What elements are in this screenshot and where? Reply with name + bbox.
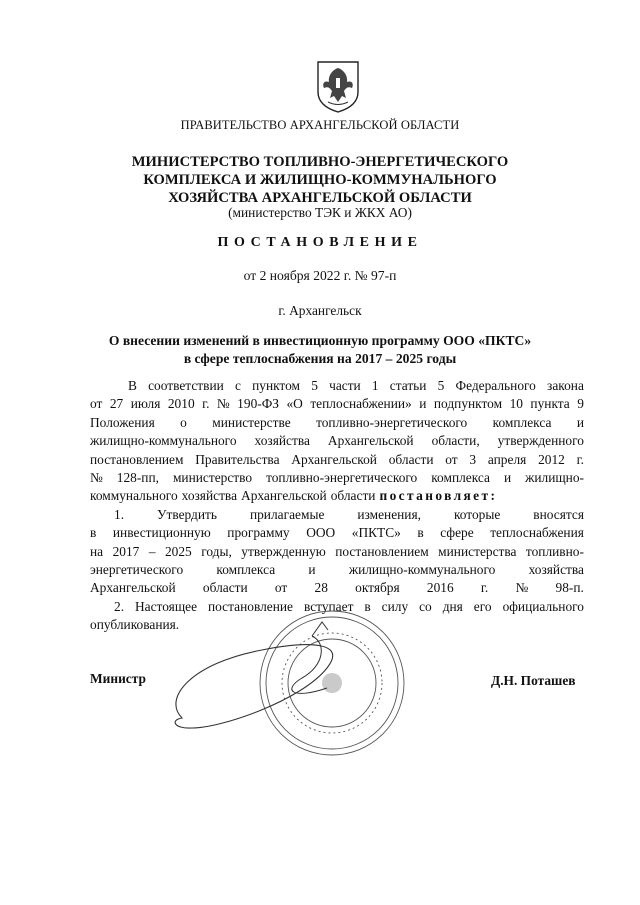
body-word: октября <box>355 580 400 596</box>
document-city: г. Архангельск <box>278 303 362 318</box>
body-word: годы, <box>201 543 232 559</box>
body-word: постановлением <box>335 543 429 559</box>
official-stamp-icon <box>152 608 412 758</box>
body-word: закона <box>547 378 584 393</box>
body-word: которые <box>453 506 501 522</box>
signature-position: Министр <box>90 671 146 686</box>
body-word: статьи <box>389 378 427 393</box>
body-word: 98-п. <box>555 580 584 596</box>
signature-name: Д.Н. Поташев <box>491 673 576 688</box>
body-word: инвестиционную <box>112 525 211 541</box>
body-line <box>90 414 584 432</box>
body-word: прилагаемые <box>249 506 325 522</box>
body-word: от <box>90 396 103 412</box>
body-word: области <box>388 451 434 467</box>
body-word: в <box>417 525 424 541</box>
body-word: министерство <box>172 469 253 485</box>
body-word: апреля <box>487 451 527 467</box>
body-word: Архангельской <box>90 580 176 596</box>
body-line <box>90 395 584 413</box>
body-line <box>90 579 584 597</box>
body-word: области <box>202 580 248 596</box>
body-word: г. <box>576 451 584 467</box>
body-word: комплекса <box>216 561 276 577</box>
body-word: вносятся <box>533 506 584 522</box>
body-word: с <box>234 378 241 393</box>
body-word: и <box>419 396 427 412</box>
ministry-line: КОМПЛЕКСА И ЖИЛИЩНО-КОММУНАЛЬНОГО <box>143 172 497 188</box>
body-word: от <box>274 580 288 596</box>
body-word: постановление <box>207 598 293 614</box>
body-word: ООО <box>306 525 336 541</box>
body-word: 2. <box>114 598 125 614</box>
body-line <box>90 469 584 487</box>
body-word: 5 <box>437 378 445 393</box>
body-word: подпунктом <box>433 396 503 412</box>
document-date-number: от 2 ноября 2022 г. № 97-п <box>243 268 397 283</box>
body-word: в <box>364 598 371 614</box>
body-word: официального <box>502 598 584 614</box>
body-word: хозяйства <box>254 433 310 449</box>
body-word: области <box>330 488 376 504</box>
body-word: «О <box>286 396 303 412</box>
body-word: июля <box>130 396 161 412</box>
body-word: топливно- <box>525 543 584 559</box>
body-word: теплоснабжении» <box>310 396 412 412</box>
body-word: и <box>576 414 584 430</box>
body-word: 2017 <box>112 543 140 559</box>
body-word: 10 <box>509 396 523 412</box>
body-word: Положения <box>90 414 155 430</box>
body-word: № <box>515 580 529 596</box>
body-word: Федерального <box>455 378 536 393</box>
ministry-name <box>0 153 640 207</box>
body-word: коммунального <box>90 488 178 504</box>
body-word: на <box>90 543 104 559</box>
body-word: и <box>503 469 512 485</box>
body-line <box>90 377 584 395</box>
body-line <box>90 506 584 524</box>
body-word: со <box>419 598 432 614</box>
subject-line: О внесении изменений в инвестиционную программу ООО «ПКТС» <box>108 333 532 348</box>
body-word: г. <box>480 580 489 596</box>
subject-line: в сфере теплоснабжения на 2017 – 2025 годы <box>183 351 457 366</box>
body-word: утвержденную <box>241 543 326 559</box>
body-word: 128-пп, <box>116 469 159 485</box>
body-word: Настоящее <box>135 598 198 614</box>
body-line <box>90 524 584 542</box>
body-word: 2010 <box>167 396 195 412</box>
ministry-line: МИНИСТЕРСТВО ТОПЛИВНО-ЭНЕРГЕТИЧЕСКОГО <box>131 154 509 170</box>
body-word: – <box>148 543 156 559</box>
body-word: сфере <box>440 525 474 541</box>
document-type: ПОСТАНОВЛЕНИЕ <box>217 235 423 250</box>
body-line <box>90 432 584 450</box>
body-word: утвержденного <box>497 433 584 449</box>
body-word: «ПКТС» <box>351 525 401 541</box>
body-word: его <box>473 598 492 614</box>
body-word: 28 <box>314 580 328 596</box>
body-word: жилищно-коммунального <box>90 433 237 449</box>
body-word: постановлением <box>90 451 184 467</box>
government-name: ПРАВИТЕЛЬСТВО АРХАНГЕЛЬСКОЙ ОБЛАСТИ <box>180 118 460 132</box>
body-word: части <box>329 378 361 393</box>
body-word: пунктом <box>252 378 301 393</box>
body-word: Правительства <box>195 451 280 467</box>
body-word: вступает <box>303 598 354 614</box>
document-subject <box>0 332 640 368</box>
body-word: и <box>308 561 316 577</box>
body-word: министерства <box>438 543 517 559</box>
body-word: министерстве <box>212 414 291 430</box>
body-word: постановляет: <box>379 488 498 504</box>
body-line <box>90 543 584 561</box>
body-word: от <box>445 451 458 467</box>
body-word: хозяйства <box>528 561 584 577</box>
body-word: хозяйства <box>181 488 238 504</box>
body-word: дня <box>442 598 463 614</box>
body-word: 3 <box>469 451 477 467</box>
body-word: комплекса <box>492 414 552 430</box>
ministry-abbreviation: (министерство ТЭК и ЖКХ АО) <box>228 205 412 220</box>
body-word: 1. <box>114 506 125 522</box>
body-word: в <box>90 525 97 541</box>
body-line <box>90 451 584 469</box>
body-word: г. <box>202 396 210 412</box>
body-word: жилищно- <box>525 469 584 485</box>
body-word: Утвердить <box>157 506 217 522</box>
body-word: Архангельской <box>291 451 377 467</box>
body-word: программу <box>227 525 290 541</box>
body-word: Архангельской <box>327 433 414 449</box>
body-word: 190-ФЗ <box>237 396 280 412</box>
body-word: Архангельской <box>241 488 327 504</box>
body-word: топливно-энергетического <box>316 414 468 430</box>
body-word: соответствии <box>148 378 224 393</box>
body-word: 2012 <box>538 451 565 467</box>
body-word: 1 <box>371 378 379 393</box>
body-word: пункта <box>530 396 570 412</box>
body-word: жилищно-коммунального <box>348 561 496 577</box>
body-line <box>90 487 584 505</box>
body-word: энергетического <box>90 561 184 577</box>
body-word: В <box>128 378 137 393</box>
document-body <box>90 377 584 634</box>
body-word: силу <box>381 598 409 614</box>
body-word: теплоснабжения <box>490 525 584 541</box>
body-word: о <box>180 414 187 430</box>
body-word: 9 <box>577 396 584 412</box>
body-word: 2025 <box>164 543 192 559</box>
body-word: топливно-энергетического <box>266 469 418 485</box>
body-line <box>90 561 584 579</box>
body-word: опубликования. <box>90 617 180 633</box>
body-word: 5 <box>311 378 318 393</box>
coat-of-arms-icon <box>314 58 362 114</box>
body-word: 27 <box>109 396 124 412</box>
body-word: области, <box>431 433 480 449</box>
body-word: № <box>216 396 230 412</box>
body-word: 2016 <box>426 580 454 596</box>
body-word: № <box>90 469 103 485</box>
body-word: комплекса <box>431 469 490 485</box>
ministry-line: ХОЗЯЙСТВА АРХАНГЕЛЬСКОЙ ОБЛАСТИ <box>168 190 472 206</box>
body-word: изменения, <box>357 506 421 522</box>
